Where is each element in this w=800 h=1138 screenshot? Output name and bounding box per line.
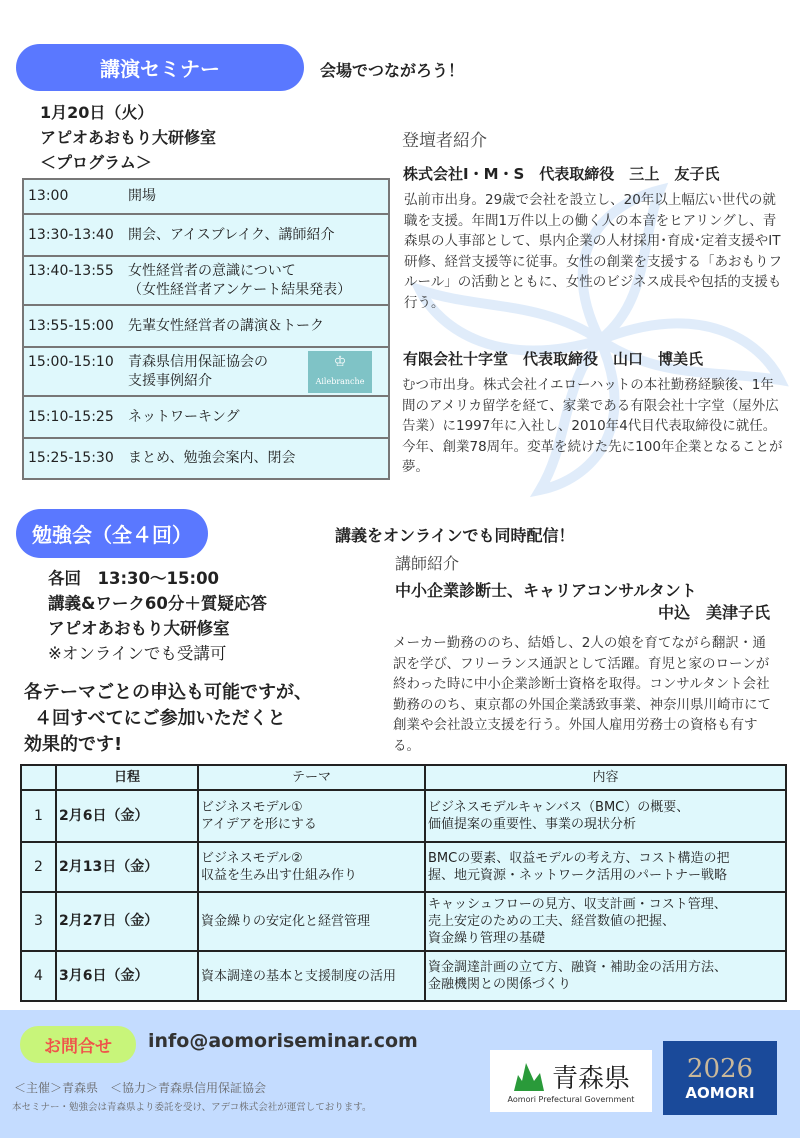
speaker-bio: むつ市出身。株式会社イエローハットの本社勤務経験後、1年間のアメリカ留学を経て、家業である有限会社十字堂（屋外広告業）に1997年に入社し、2010年4代目代表取締役に就任。今年、創業78周年。変革を続けた先に100年企業となることが夢。 [402, 377, 783, 475]
study-note [24, 680, 312, 758]
sponsor-logo-text: Ailebranche [315, 377, 365, 386]
program-label: ＜プログラム＞ [40, 153, 152, 172]
aomori-2026-logo [663, 1041, 777, 1115]
schedule-content: キャッシュフローの見方、収支計画・コスト管理、 売上安定のための工夫、経営数値の把握、 資金繰り管理の基礎 [425, 892, 786, 951]
program-row [24, 306, 388, 348]
program-time: 13:55-15:00 [28, 317, 114, 334]
schedule-no: 1 [21, 790, 56, 842]
study-note-line: 効果的です! [24, 734, 123, 755]
study-venue: アピオあおもり大研修室 [48, 619, 230, 638]
study-tagline: 講義をオンラインでも同時配信！ [335, 526, 575, 545]
seminar-date: 1月20日（火） [40, 103, 154, 122]
speakers-heading: 登壇者紹介 [402, 131, 487, 151]
event-logo-name: AOMORI [685, 1084, 755, 1102]
speaker-name: 有限会社十字堂 代表取締役 山口 博美氏 [403, 350, 704, 368]
lecturer-bio: メーカー勤務ののち、結婚し、2人の娘を育てながら翻訳・通訳を学び、フリーランス通訳として活躍。育児と家のローンが終わった時に中小企業診断士資格を取得。コンサルタント会社勤務ののち、東京都の外国企業誘致事業、神奈川県川崎市にて創業や会社設立支援を行う。外国人雇用労務士の資格も有する。 [393, 635, 771, 754]
header-no [21, 765, 56, 790]
schedule-theme: ビジネスモデル② 収益を生み出す仕組み作り [198, 842, 425, 892]
aomori-pref-logo [490, 1050, 652, 1112]
study-time: 各回 13:30〜15:00 [48, 569, 220, 588]
program-item: 先輩女性経営者の講演＆トーク [128, 317, 324, 334]
schedule-table [20, 764, 787, 1002]
program-item-sub: 支援事例紹介 [128, 372, 212, 389]
seminar-badge: 講演セミナー [16, 44, 304, 91]
contact-label: お問合せ [20, 1026, 136, 1063]
header-date: 日程 [56, 765, 198, 790]
program-row [24, 180, 388, 215]
schedule-date: 3月6日（金） [56, 951, 198, 1001]
program-time: 15:10-15:25 [28, 408, 114, 425]
seminar-venue: アピオあおもり大研修室 [40, 128, 217, 147]
schedule-theme: 資金繰りの安定化と経営管理 [198, 892, 425, 951]
schedule-date: 2月13日（金） [56, 842, 198, 892]
aomori-map-icon [512, 1061, 546, 1093]
schedule-content: 資金調達計画の立て方、融資・補助金の活用方法、 金融機関との関係づくり [425, 951, 786, 1001]
pref-logo-text: 青森県 [551, 1064, 630, 1094]
program-row [24, 257, 388, 306]
study-badge: 勉強会（全４回） [16, 509, 208, 558]
schedule-theme: ビジネスモデル① アイデアを形にする [198, 790, 425, 842]
program-item: まとめ、勉強会案内、閉会 [128, 450, 296, 466]
schedule-row [21, 892, 786, 951]
program-row [24, 215, 388, 257]
lecturer-name: 中込 美津子氏 [657, 603, 770, 622]
seminar-info [40, 100, 216, 175]
program-time: 15:25-15:30 [28, 450, 114, 466]
study-info [48, 566, 267, 666]
crown-icon: ♔ [333, 354, 347, 370]
ailebranche-logo [308, 351, 372, 393]
study-format: 講義&ワーク60分＋質疑応答 [48, 594, 267, 613]
schedule-no: 2 [21, 842, 56, 892]
program-time: 13:40-13:55 [28, 263, 114, 279]
schedule-date: 2月6日（金） [56, 790, 198, 842]
lecturer-heading: 講師紹介 [395, 554, 460, 573]
program-time: 13:00 [28, 188, 69, 204]
program-item-sub: （女性経営者アンケート結果発表） [128, 281, 352, 298]
program-item: 開会、アイスブレイク、講師紹介 [128, 226, 335, 243]
schedule-date: 2月27日（金） [56, 892, 198, 951]
schedule-row [21, 790, 786, 842]
program-time: 13:30-13:40 [28, 226, 114, 243]
program-row [24, 439, 388, 478]
speaker-bio: 弘前市出身。29歳で会社を設立し、20年以上幅広い世代の就職を支援。年間1万件以上の働く人の本音をヒアリングし、青森県の人事部として、県内企業の人材採用･育成･定着支援やIT研修、経営支援等に従事。女性の創業を支援する「あおもりフルール」の活動とともに、女性のビジネス成長や包括的支援も行う。 [404, 192, 782, 311]
lecturer-title: 中小企業診断士、キャリアコンサルタント [395, 581, 697, 600]
schedule-no: 4 [21, 951, 56, 1001]
disclaimer: 本セミナー・勉強会は青森県より委託を受け、アデコ株式会社が運営しております。 [12, 1102, 372, 1113]
program-table [22, 178, 390, 480]
schedule-theme: 資本調達の基本と支援制度の活用 [198, 951, 425, 1001]
schedule-header-row [21, 765, 786, 790]
program-item: ネットワーキング [128, 408, 240, 425]
study-note-line: 各テーマごとの申込も可能ですが、 [24, 682, 312, 703]
event-logo-year: 2026 [686, 1054, 754, 1084]
study-online: ※オンラインでも受講可 [48, 644, 227, 663]
schedule-no: 3 [21, 892, 56, 951]
header-theme: テーマ [198, 765, 425, 790]
program-time: 15:00-15:10 [28, 354, 114, 370]
contact-email-link[interactable]: info@aomoriseminar.com [148, 1030, 418, 1052]
study-note-line: ４回すべてにご参加いただくと [34, 708, 286, 729]
organizers: ＜主催＞青森県 ＜協力＞青森県信用保証協会 [14, 1081, 267, 1095]
program-row [24, 397, 388, 439]
speaker-name: 株式会社I・M・S 代表取締役 三上 友子氏 [403, 165, 720, 183]
program-item: 開場 [128, 188, 156, 204]
header-content: 内容 [425, 765, 786, 790]
program-item: 青森県信用保証協会の [128, 353, 268, 370]
schedule-content: ビジネスモデルキャンバス（BMC）の概要、 価値提案の重要性、事業の現状分析 [425, 790, 786, 842]
program-row [24, 348, 388, 397]
program-item: 女性経営者の意識について [128, 262, 296, 279]
seminar-tagline: 会場でつながろう！ [320, 61, 465, 80]
schedule-row [21, 951, 786, 1001]
schedule-row [21, 842, 786, 892]
schedule-content: BMCの要素、収益モデルの考え方、コスト構造の把 握、地元資源・ネットワーク活用のパートナー戦略 [425, 842, 786, 892]
pref-logo-en: Aomori Prefectural Government [507, 1095, 635, 1104]
